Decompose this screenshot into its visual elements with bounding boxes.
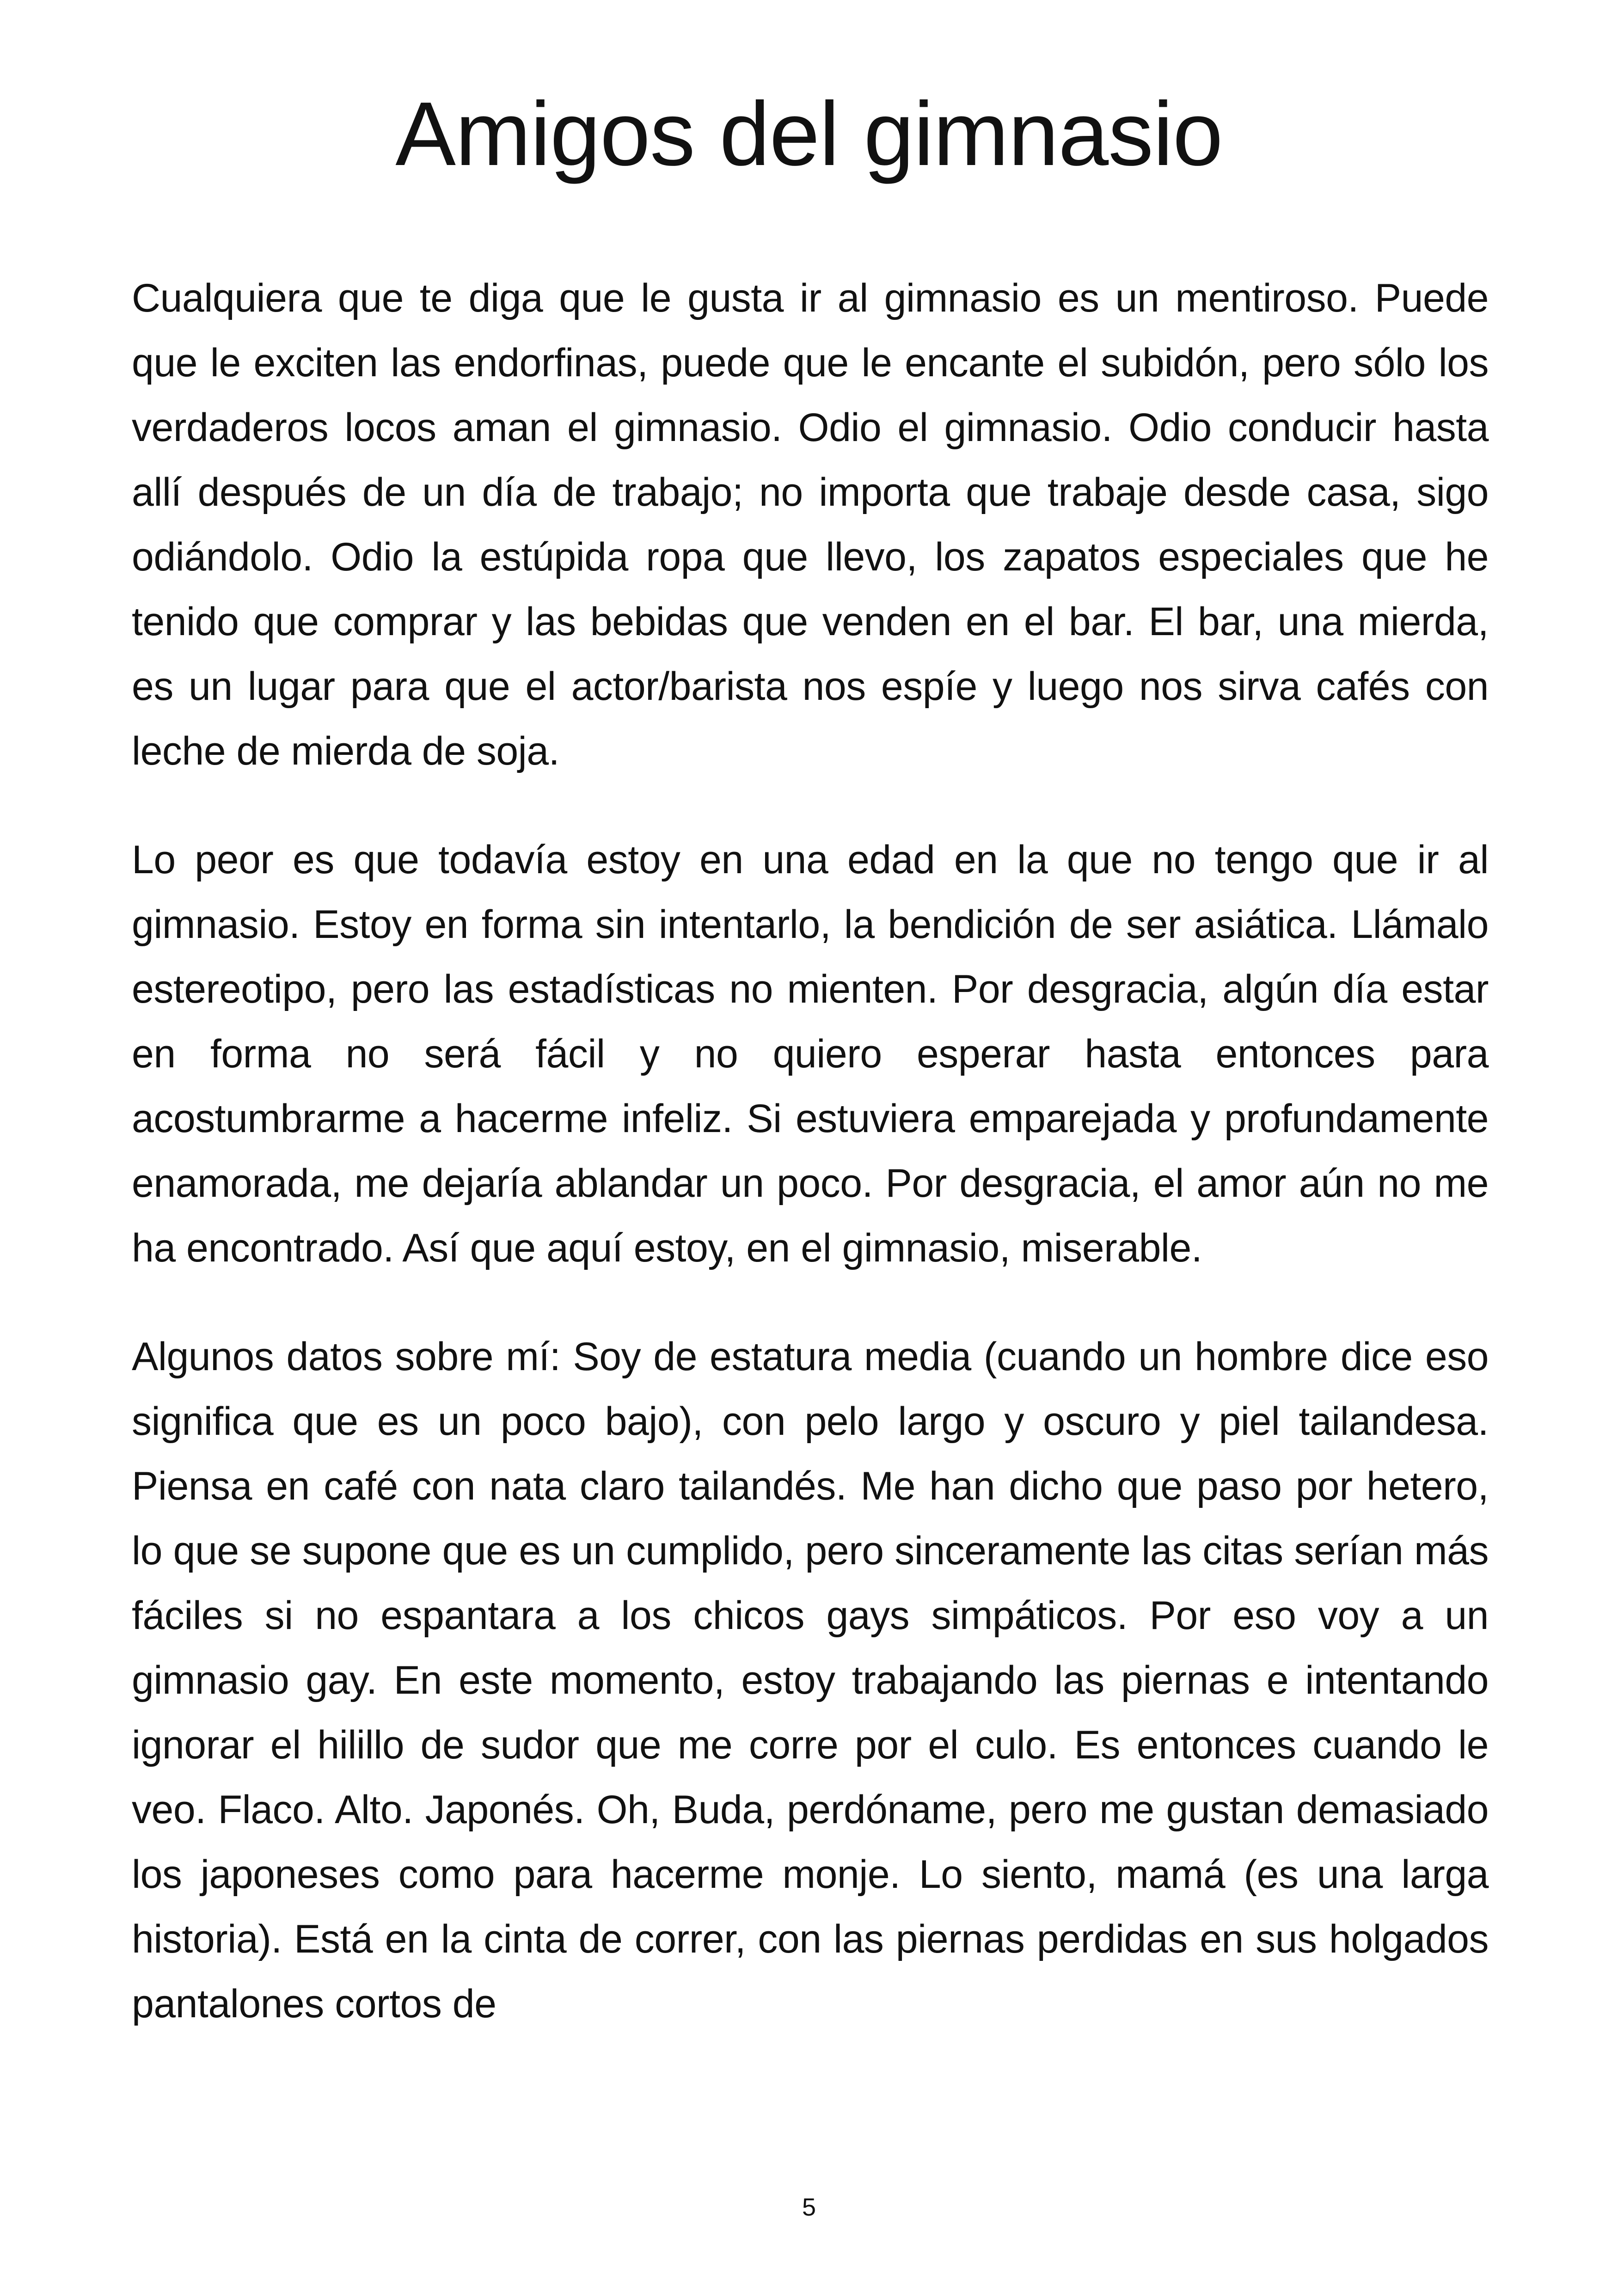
paragraph-1: Cualquiera que te diga que le gusta ir al gimnasio es un mentiroso. Puede que le exciten las endorfinas, puede que le encante el subidón, pero sólo los verdaderos locos aman el gimnasio. Odio el gimnasio. Odio conducir hasta allí después de un día de trabajo; no importa que trabaje desde casa, sigo odiándolo. Odio la estúpida ropa que llevo, los zapatos especiales que he tenido que comprar y las bebidas que venden en el bar. El bar, una mierda, es un lugar para que el actor/barista nos espíe y luego nos sirva cafés con leche de mierda de soja. [132, 276, 1489, 773]
page-number: 5 [802, 2193, 816, 2221]
paragraph-2: Lo peor es que todavía estoy en una edad en la que no tengo que ir al gimnasio. Estoy en forma sin intentarlo, la bendición de ser asiática. Llámalo estereotipo, pero las estadísticas no mienten. Por desgracia, algún día estar en forma no será fácil y no quiero esperar hasta entonces para acostumbrarme a hacerme infeliz. Si estuviera emparejada y profundamente enamorada, me dejaría ablandar un poco. Por desgracia, el amor aún no me ha encontrado. Así que aquí estoy, en el gimnasio, miserable. [132, 838, 1489, 1270]
chapter-title: Amigos del gimnasio [395, 83, 1223, 184]
paragraph-3: Algunos datos sobre mí: Soy de estatura media (cuando un hombre dice eso significa que es un poco bajo), con pelo largo y oscuro y piel tailandesa. Piensa en café con nata claro tailandés. Me han dicho que paso por hetero, lo que se supone que es un cumplido, pero sinceramente las citas serían más fáciles si no espantara a los chicos gays simpáticos. Por eso voy a un gimnasio gay. En este momento, estoy trabajando las piernas e intentando ignorar el hilillo de sudor que me corre por el culo. Es entonces cuando le veo. Flaco. Alto. Japonés. Oh, Buda, perdóname, pero me gustan demasiado los japoneses como para hacerme monje. Lo siento, mamá (es una larga historia). Está en la cinta de correr, con las piernas perdidas en sus holgados pantalones cortos de [132, 1335, 1489, 2026]
body-text [132, 266, 1489, 2080]
